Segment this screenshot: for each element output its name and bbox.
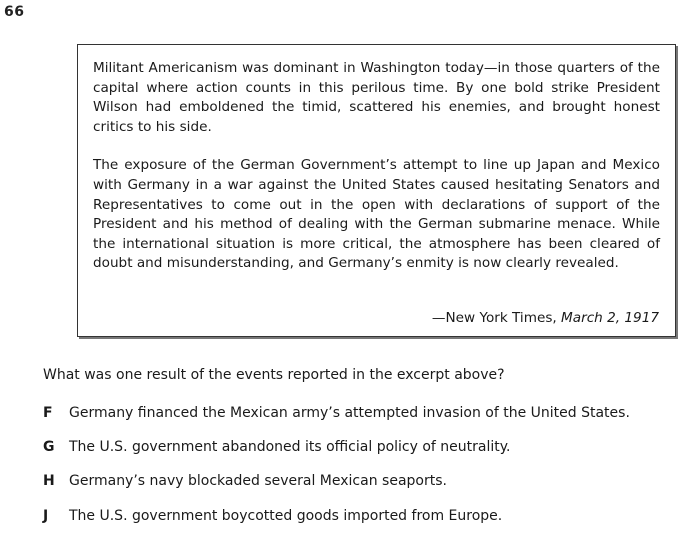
question-number: 66	[4, 4, 25, 20]
choice-letter: H	[43, 473, 55, 489]
answer-choice-j[interactable]	[43, 507, 502, 525]
choice-letter: G	[43, 439, 55, 455]
choice-text: Germany financed the Mexican army’s attempted invasion of the United States.	[69, 405, 630, 421]
question-stem: What was one result of the events reported in the excerpt above?	[43, 367, 505, 383]
citation-date: March 2, 1917	[561, 310, 659, 326]
excerpt-paragraph-2: The exposure of the German Government’s attempt to line up Japan and Mexico with Germany in a war against the United States caused hesitating Senators and Representatives to come out in the open with declarations of support of the President and his method of dealing with the German submarine menace. While the international situation is more critical, the atmosphere has been cleared of doubt and misunderstanding, and Germany’s enmity is now clearly revealed.	[93, 157, 660, 272]
choice-text: The U.S. government abandoned its official policy of neutrality.	[69, 439, 511, 455]
answer-choice-g[interactable]	[43, 438, 511, 456]
choice-letter: F	[43, 405, 53, 421]
excerpt-citation	[432, 309, 659, 328]
citation-source: —New York Times,	[431, 310, 562, 326]
excerpt-box	[77, 44, 676, 337]
choice-letter: J	[43, 508, 49, 524]
choice-text: Germany’s navy blockaded several Mexican seaports.	[69, 473, 447, 489]
choice-text: The U.S. government boycotted goods imported from Europe.	[69, 508, 503, 524]
answer-choice-h[interactable]	[43, 472, 447, 490]
answer-choice-f[interactable]	[43, 404, 630, 422]
excerpt-paragraph-1: Militant Americanism was dominant in Washington today—in those quarters of the capital where action counts in this perilous time. By one bold strike President Wilson had emboldened the timid, scattered his enemies, and brought honest critics to his side.	[93, 60, 660, 135]
